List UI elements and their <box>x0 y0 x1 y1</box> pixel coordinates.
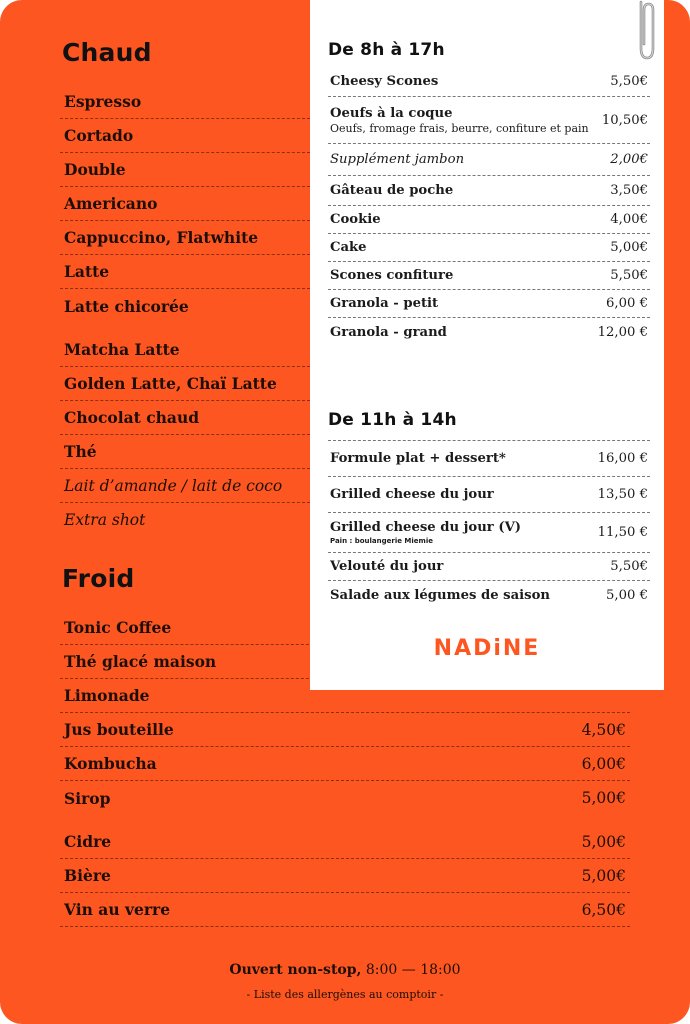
item-name: Bière <box>64 866 111 885</box>
list-item <box>60 825 630 859</box>
item-price: 11,50 € <box>597 525 648 540</box>
item-note: Pain : boulangerie Miemie <box>330 537 433 545</box>
list-item <box>328 513 650 553</box>
item-price: 6,00 € <box>606 296 648 311</box>
list-item <box>328 290 650 318</box>
item-price: 5,00€ <box>581 789 626 807</box>
hours-label: Ouvert non-stop, <box>229 962 362 978</box>
item-price: 4,50€ <box>581 720 626 739</box>
item-name: Supplément jambon <box>330 152 465 167</box>
list-item <box>328 176 650 206</box>
list-item <box>60 859 630 893</box>
item-name: Golden Latte, Chaï Latte <box>64 374 277 393</box>
section-title-chaud: Chaud <box>62 38 152 67</box>
item-name: Granola - grand <box>330 324 447 340</box>
item-name: Limonade <box>64 686 150 705</box>
item-price: 12,00 € <box>597 324 648 340</box>
list-item <box>60 713 630 747</box>
brand-logo: NADiNE <box>433 636 541 661</box>
food-card <box>310 0 664 690</box>
item-name: Espresso <box>64 92 142 111</box>
chaud-list <box>60 85 310 537</box>
item-name: Cappuccino, Flatwhite <box>64 228 259 247</box>
list-item <box>328 67 650 97</box>
item-name: Granola - petit <box>330 296 439 311</box>
item-price: 5,50€ <box>610 559 648 574</box>
item-price: 5,50€ <box>610 268 648 283</box>
list-item <box>60 153 310 187</box>
item-name: Lait d’amande / lait de coco <box>64 476 283 495</box>
item-price: 13,50 € <box>597 487 648 502</box>
item-name: Americano <box>64 194 158 213</box>
list-item <box>60 401 310 435</box>
list-item <box>60 503 310 537</box>
list-item <box>60 469 310 503</box>
item-name: Cake <box>330 240 367 255</box>
item-name: Double <box>64 160 126 179</box>
item-price: 2,00€ <box>610 152 648 167</box>
list-item <box>60 119 310 153</box>
item-name: Oeufs à la coque <box>330 105 453 121</box>
item-price: 10,50€ <box>601 112 648 128</box>
list-item <box>60 367 310 401</box>
paperclip-icon <box>632 0 660 62</box>
list-item <box>60 333 310 367</box>
list-item <box>60 747 630 781</box>
item-name: Chocolat chaud <box>64 408 200 427</box>
list-item <box>328 234 650 262</box>
item-name: Grilled cheese du jour <box>330 487 494 502</box>
item-name: Grilled cheese du jour (V) <box>330 520 522 535</box>
opening-hours <box>0 962 690 978</box>
item-price: 6,00€ <box>581 754 626 773</box>
list-item <box>328 206 650 234</box>
item-name: Kombucha <box>64 754 157 773</box>
item-name: Jus bouteille <box>64 720 174 739</box>
item-name: Latte <box>64 262 110 281</box>
item-price: 5,00 € <box>606 587 648 603</box>
morning-list <box>328 67 650 346</box>
list-item <box>60 435 310 469</box>
list-item <box>328 144 650 176</box>
item-name: Thé glacé maison <box>64 652 217 671</box>
item-price: 5,50€ <box>610 74 648 89</box>
list-item <box>328 581 650 609</box>
item-name: Vin au verre <box>64 900 171 919</box>
list-item <box>60 85 310 119</box>
item-name: Salade aux légumes de saison <box>330 587 550 603</box>
section-title-lunch: De 11h à 14h <box>328 410 457 430</box>
item-name: Velouté du jour <box>330 559 444 574</box>
list-item <box>328 553 650 581</box>
section-title-froid: Froid <box>62 564 135 593</box>
item-name: Formule plat + dessert* <box>330 451 506 466</box>
list-item <box>328 97 650 144</box>
list-item <box>60 221 310 255</box>
item-name: Cookie <box>330 212 381 227</box>
item-name: Latte chicorée <box>64 296 189 316</box>
item-name: Cortado <box>64 126 134 145</box>
item-price: 5,00€ <box>610 240 648 255</box>
item-price: 5,00€ <box>581 832 626 851</box>
item-price: 3,50€ <box>610 183 648 198</box>
item-price: 16,00 € <box>597 451 648 466</box>
item-name: Scones confiture <box>330 268 454 283</box>
section-title-morning: De 8h à 17h <box>328 40 445 60</box>
item-name: Matcha Latte <box>64 340 180 359</box>
list-item <box>60 255 310 289</box>
item-price: 6,50€ <box>581 900 626 919</box>
hours-value: 8:00 — 18:00 <box>365 962 461 978</box>
item-name: Sirop <box>64 788 111 808</box>
list-item <box>328 441 650 477</box>
lunch-list <box>328 441 650 609</box>
list-item <box>328 262 650 290</box>
list-item <box>328 477 650 513</box>
list-item <box>60 893 630 927</box>
item-name: Thé <box>64 442 97 461</box>
item-name: Cidre <box>64 832 112 851</box>
item-name: Tonic Coffee <box>64 618 172 637</box>
item-name: Gâteau de poche <box>330 183 454 198</box>
list-item <box>328 318 650 346</box>
item-name: Cheesy Scones <box>330 74 439 89</box>
item-price: 5,00€ <box>581 866 626 885</box>
item-price: 4,00€ <box>610 212 648 227</box>
list-item <box>60 781 630 815</box>
list-item <box>60 289 310 323</box>
item-name: Extra shot <box>64 511 146 529</box>
list-item <box>60 187 310 221</box>
allergens-note: - Liste des allergènes au comptoir - <box>246 988 444 1001</box>
item-description: Oeufs, fromage frais, beurre, confiture et pain <box>330 121 589 135</box>
